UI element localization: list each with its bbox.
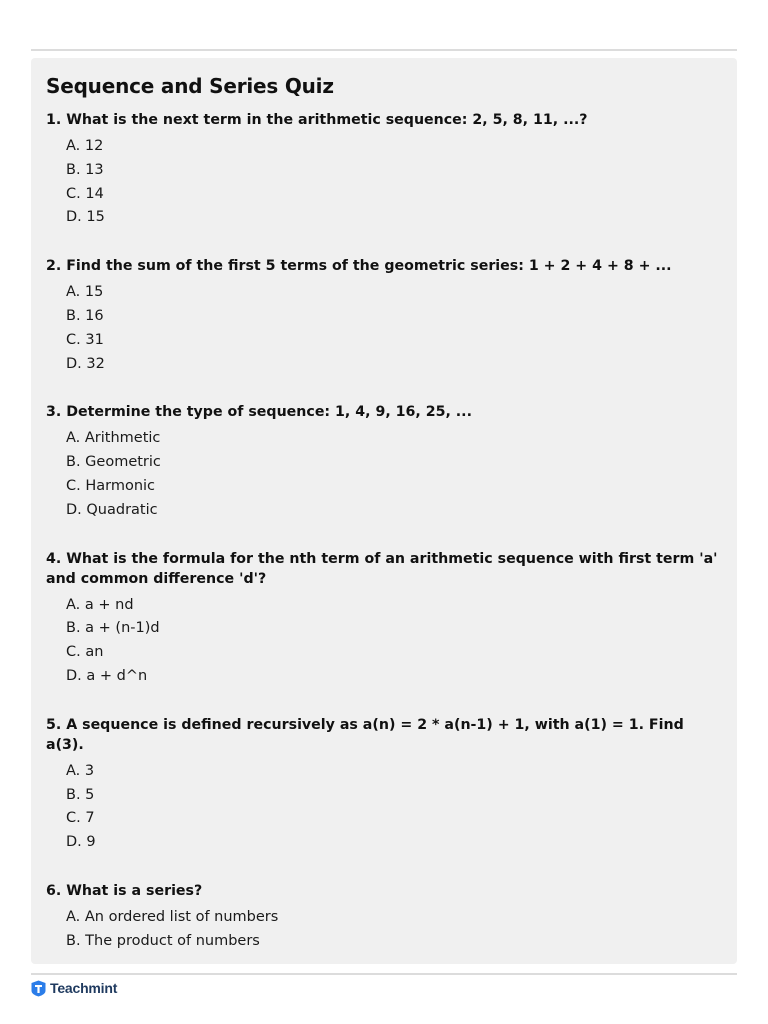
answer-option: B. The product of numbers bbox=[66, 932, 260, 949]
answer-option: A. 3 bbox=[66, 762, 95, 779]
answer-option: D. a + d^n bbox=[66, 667, 148, 684]
answer-option: C. 14 bbox=[66, 185, 104, 202]
question-text: 4. What is the formula for the nth term of an arithmetic sequence with first term 'a' and common difference 'd'? bbox=[46, 550, 718, 587]
question-text: 1. What is the next term in the arithmetic sequence: 2, 5, 8, 11, ...? bbox=[46, 112, 588, 128]
answer-option: B. Geometric bbox=[66, 454, 161, 471]
question-6 bbox=[46, 881, 722, 954]
brand-name: Teachmint bbox=[50, 980, 118, 996]
answer-option: D. 15 bbox=[66, 209, 105, 226]
footer-brand bbox=[31, 978, 117, 998]
answer-options bbox=[46, 760, 722, 855]
answer-options bbox=[46, 906, 722, 954]
answer-option: B. a + (n-1)d bbox=[66, 620, 160, 637]
question-text: 2. Find the sum of the first 5 terms of the geometric series: 1 + 2 + 4 + 8 + ... bbox=[46, 258, 672, 275]
question-5 bbox=[46, 715, 722, 855]
answer-option: D. Quadratic bbox=[66, 501, 158, 518]
question-list bbox=[46, 110, 722, 954]
answer-options bbox=[46, 427, 722, 522]
answer-option: A. An ordered list of numbers bbox=[66, 908, 279, 925]
question-2 bbox=[46, 256, 722, 376]
answer-option: B. 5 bbox=[66, 786, 95, 803]
answer-options bbox=[46, 281, 722, 376]
answer-option: A. Arithmetic bbox=[66, 430, 161, 447]
answer-option: C. Harmonic bbox=[66, 477, 156, 494]
answer-option: C. 7 bbox=[66, 810, 95, 827]
question-text: 3. Determine the type of sequence: 1, 4, 9, 16, 25, ... bbox=[46, 404, 472, 421]
question-4 bbox=[46, 549, 722, 689]
answer-options bbox=[46, 594, 722, 689]
quiz-card bbox=[31, 58, 737, 964]
answer-option: A. a + nd bbox=[66, 596, 134, 613]
answer-option: A. 12 bbox=[66, 138, 104, 154]
answer-option: B. 13 bbox=[66, 161, 104, 178]
answer-option: A. 15 bbox=[66, 284, 104, 301]
answer-option: B. 16 bbox=[66, 307, 104, 324]
answer-options bbox=[46, 135, 722, 230]
teachmint-logo-icon bbox=[31, 980, 46, 997]
question-1 bbox=[46, 110, 722, 230]
answer-option: D. 9 bbox=[66, 834, 96, 851]
top-divider bbox=[31, 49, 737, 51]
quiz-title: Sequence and Series Quiz bbox=[46, 74, 334, 98]
bottom-divider bbox=[31, 973, 737, 975]
question-3 bbox=[46, 402, 722, 522]
answer-option: C. an bbox=[66, 644, 104, 661]
answer-option: D. 32 bbox=[66, 355, 105, 372]
question-text: 5. A sequence is defined recursively as a(n) = 2 * a(n-1) + 1, with a(1) = 1. Find a(3). bbox=[46, 716, 684, 753]
answer-option: C. 31 bbox=[66, 331, 104, 348]
question-text: 6. What is a series? bbox=[46, 882, 203, 899]
